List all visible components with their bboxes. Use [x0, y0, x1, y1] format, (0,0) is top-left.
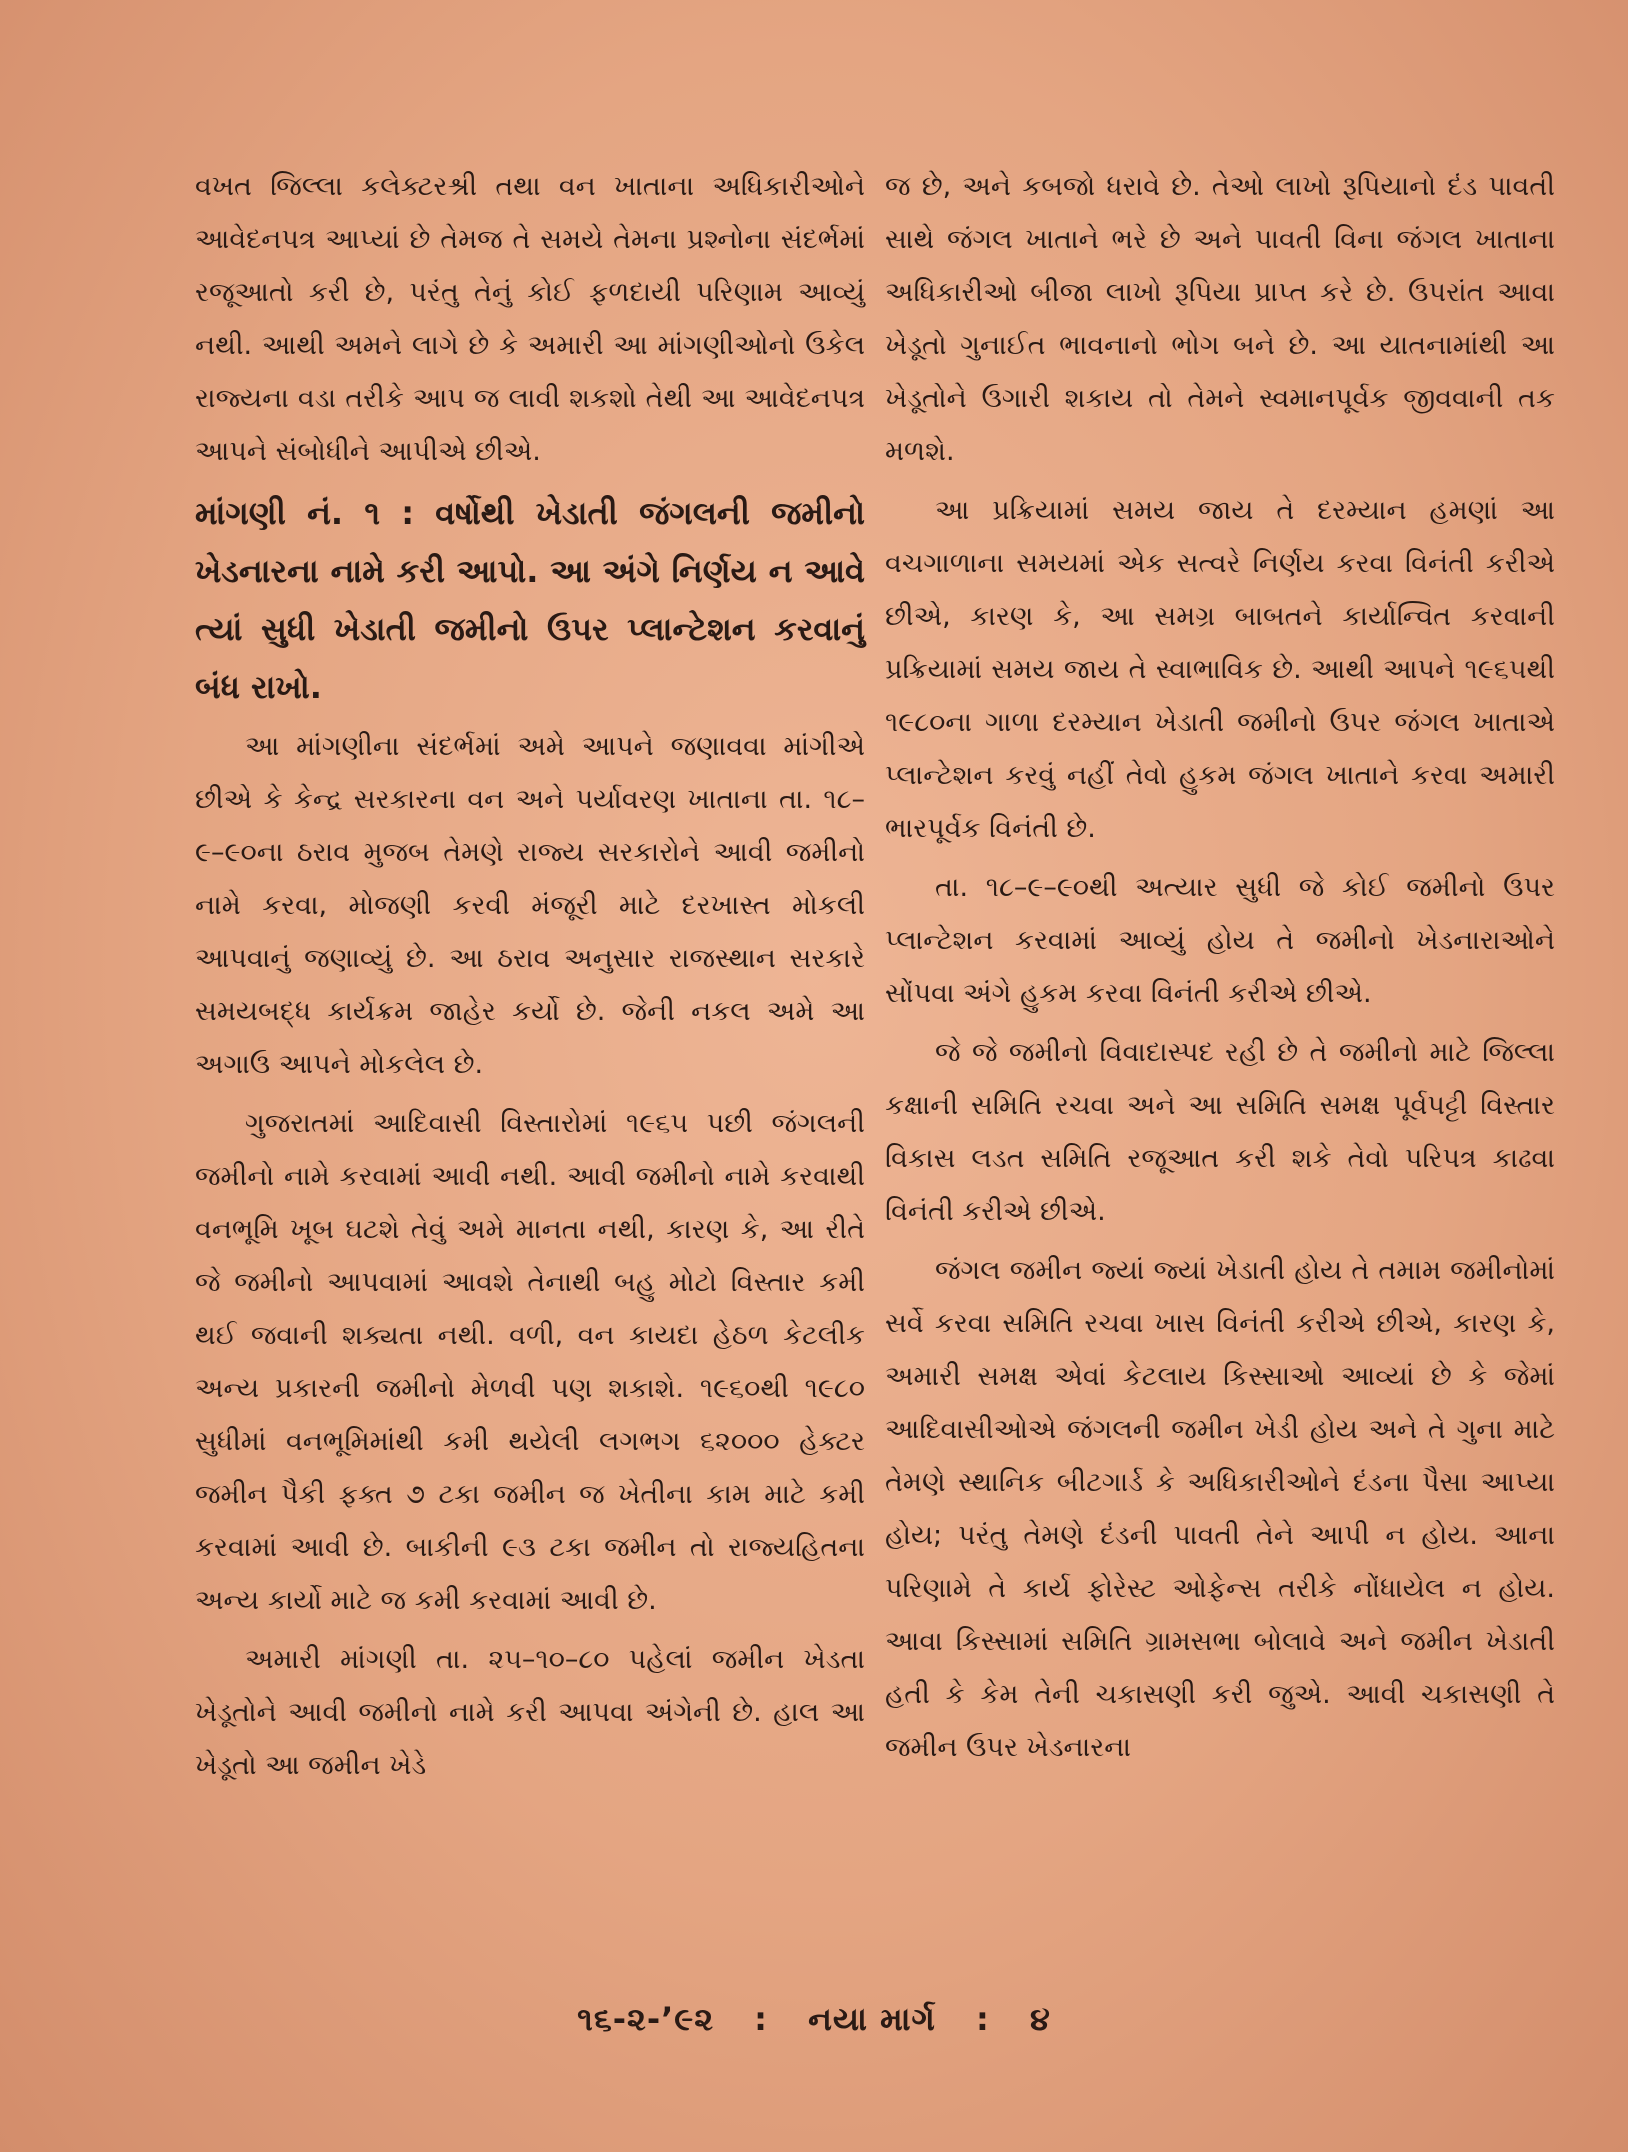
footer-separator: :: [976, 2000, 990, 2038]
demand-heading: માંગણી નં. ૧ : વર્ષોથી ખેડાતી જંગલની જમીનો ખેડનારના નામે કરી આપો. આ અંગે નિર્ણય ન આવે ત્યાં સુધી ખેડાતી જમીનો ઉપર પ્લાન્ટેશન કરવાનું બંધ રાખો.: [195, 494, 865, 706]
right-column: [885, 160, 1555, 1780]
right-paragraph-3: તા. ૧૮–૯–૯૦થી અત્યાર સુધી જે કોઈ જમીનો ઉપર પ્લાન્ટેશન કરવામાં આવ્યું હોય તે જમીનો ખેડનારાઓને સોંપવા અંગે હુકમ કરવા વિનંતી કરીએ છીએ.: [885, 872, 1555, 1009]
right-paragraph-5: જંગલ જમીન જ્યાં જ્યાં ખેડાતી હોય તે તમામ જમીનોમાં સર્વે કરવા સમિતિ રચવા ખાસ વિનંતી કરીએ છીએ, કારણ કે, અમારી સમક્ષ એવાં કેટલાય કિસ્સાઓ આવ્યાં છે કે જેમાં આદિવાસીઓએ જંગલની જમીન ખેડી હોય અને તે ગુના માટે તેમણે સ્થાનિક બીટગાર્ડ કે અધિકારીઓને દંડના પૈસા આપ્યા હોય; પરંતુ તેમણે દંડની પાવતી તેને આપી ન હોય. આના પરિણામે તે કાર્ય ફોરેસ્ટ ઓફેન્સ તરીકે નોંધાયેલ ન હોય. આવા કિસ્સામાં સમિતિ ગ્રામસભા બોલાવે અને જમીન ખેડાતી હતી કે કેમ તેની ચકાસણી કરી જુએ. આવી ચકાસણી તે જમીન ઉપર ખેડનારના: [885, 1255, 1555, 1763]
footer-date: ૧૬-૨-’૯૨: [577, 2000, 714, 2038]
right-paragraph-4: જે જે જમીનો વિવાદાસ્પદ રહી છે તે જમીનો માટે જિલ્લા કક્ષાની સમિતિ રચવા અને આ સમિતિ સમક્ષ પૂર્વપટ્ટી વિસ્તાર વિકાસ લડત સમિતિ રજૂઆત કરી શકે તેવો પરિપત્ર કાઢવા વિનંતી કરીએ છીએ.: [885, 1037, 1555, 1227]
right-paragraph-2: આ પ્રક્રિયામાં સમય જાય તે દરમ્યાન હમણાં આ વચગાળાના સમયમાં એક સત્વરે નિર્ણય કરવા વિનંતી કરીએ છીએ, કારણ કે, આ સમગ્ર બાબતને કાર્યાન્વિત કરવાની પ્રક્રિયામાં સમય જાય તે સ્વાભાવિક છે. આથી આપને ૧૯૬૫થી ૧૯૮૦ના ગાળા દરમ્યાન ખેડાતી જમીનો ઉપર જંગલ ખાતાએ પ્લાન્ટેશન કરવું નહીં તેવો હુકમ જંગલ ખાતાને કરવા અમારી ભારપૂર્વક વિનંતી છે.: [885, 495, 1555, 844]
right-paragraph-1: જ છે, અને કબજો ધરાવે છે. તેઓ લાખો રૂપિયાનો દંડ પાવતી સાથે જંગલ ખાતાને ભરે છે અને પાવતી વિના જંગલ ખાતાના અધિકારીઓ બીજા લાખો રૂપિયા પ્રાપ્ત કરે છે. ઉપરાંત આવા ખેડૂતો ગુનાઈત ભાવનાનો ભોગ બને છે. આ યાતનામાંથી આ ખેડૂતોને ઉગારી શકાય તો તેમને સ્વમાનપૂર્વક જીવવાની તક મળશે.: [885, 171, 1555, 467]
footer-page-number: ૪: [1029, 2000, 1051, 2038]
left-paragraph-3: ગુજરાતમાં આદિવાસી વિસ્તારોમાં ૧૯૬૫ પછી જંગલની જમીનો નામે કરવામાં આવી નથી. આવી જમીનો નામે કરવાથી વનભૂમિ ખૂબ ઘટશે તેવું અમે માનતા નથી, કારણ કે, આ રીતે જે જમીનો આપવામાં આવશે તેનાથી બહુ મોટો વિસ્તાર કમી થઈ જવાની શક્યતા નથી. વળી, વન કાયદા હેઠળ કેટલીક અન્ય પ્રકારની જમીનો મેળવી પણ શકાશે. ૧૯૬૦થી ૧૯૮૦ સુધીમાં વનભૂમિમાંથી કમી થયેલી લગભગ ૬૨૦૦૦ હેક્ટર જમીન પૈકી ફક્ત ૭ ટકા જમીન જ ખેતીના કામ માટે કમી કરવામાં આવી છે. બાકીની ૯૩ ટકા જમીન તો રાજ્યહિતના અન્ય કાર્યો માટે જ કમી કરવામાં આવી છે.: [195, 1108, 865, 1616]
left-paragraph-1: વખત જિલ્લા કલેક્ટરશ્રી તથા વન ખાતાના અધિકારીઓને આવેદનપત્ર આપ્યાં છે તેમજ તે સમયે તેમના પ્રશ્નોના સંદર્ભમાં રજૂઆતો કરી છે, પરંતુ તેનું કોઈ ફળદાયી પરિણામ આવ્યું નથી. આથી અમને લાગે છે કે અમારી આ માંગણીઓનો ઉકેલ રાજ્યના વડા તરીકે આપ જ લાવી શકશો તેથી આ આવેદનપત્ર આપને સંબોધીને આપીએ છીએ.: [195, 171, 865, 467]
left-paragraph-4: અમારી માંગણી તા. ૨૫–૧૦–૮૦ પહેલાં જમીન ખેડતા ખેડૂતોને આવી જમીનો નામે કરી આપવા અંગેની છે. હાલ આ ખેડૂતો આ જમીન ખેડે: [195, 1644, 865, 1781]
page-footer: [0, 2000, 1628, 2039]
left-column: [195, 160, 865, 1798]
left-paragraph-2: આ માંગણીના સંદર્ભમાં અમે આપને જણાવવા માંગીએ છીએ કે કેન્દ્ર સરકારના વન અને પર્યાવરણ ખાતાના તા. ૧૮–૯–૯૦ના ઠરાવ મુજબ તેમણે રાજ્ય સરકારોને આવી જમીનો નામે કરવા, મોજણી કરવી મંજૂરી માટે દરખાસ્ત મોકલી આપવાનું જણાવ્યું છે. આ ઠરાવ અનુસાર રાજસ્થાન સરકારે સમયબદ્ધ કાર્યક્રમ જાહેર કર્યો છે. જેની નકલ અમે આ અગાઉ આપને મોકલેલ છે.: [195, 731, 865, 1080]
footer-separator: :: [754, 2000, 768, 2038]
footer-publication: નયા માર્ગ: [808, 2000, 936, 2038]
